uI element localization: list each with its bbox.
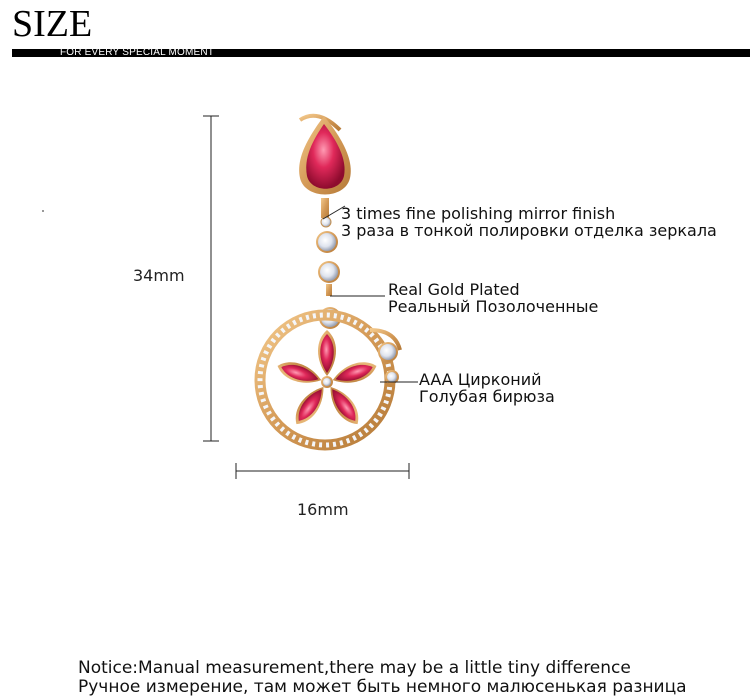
annotation-polish-en: 3 times fine polishing mirror finish <box>341 204 616 223</box>
annotation-gold-ru: Реальный Позолоченные <box>388 297 599 316</box>
header-tagline: FOR EVERY SPECIAL MOMENT <box>60 47 215 58</box>
annotation-gold-en: Real Gold Plated <box>388 280 520 299</box>
annotation-zircon-ru: Голубая бирюза <box>419 387 555 406</box>
notice-en: Notice:Manual measurement,there may be a little tiny difference <box>78 658 631 678</box>
annotation-gold <box>388 281 598 315</box>
height-label: 34mm <box>133 266 185 285</box>
bail <box>321 198 329 218</box>
annotation-zircon <box>419 371 555 405</box>
annotation-polish <box>341 205 717 239</box>
notice-ru: Ручное измерение, там может быть немного малюсенькая разница <box>78 677 687 697</box>
annotation-zircon-en: AAA Цирконий <box>419 370 542 389</box>
flower-ruby-petals <box>275 330 379 429</box>
width-label: 16mm <box>297 500 349 519</box>
annotation-polish-ru: 3 раза в тонкой полировки отделка зеркала <box>341 221 717 240</box>
height-dimension-line <box>203 116 219 441</box>
notice <box>78 659 687 697</box>
width-dimension-line <box>236 463 409 479</box>
page-title: SIZE <box>12 3 93 45</box>
